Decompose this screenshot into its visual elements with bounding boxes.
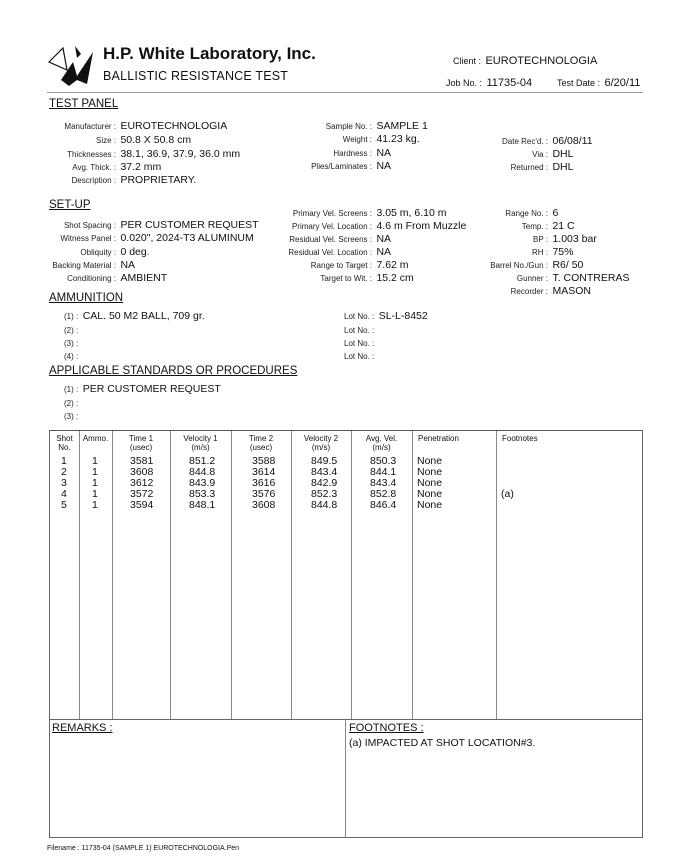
field-label: Primary Vel. Location : [291, 222, 372, 231]
cell-time1: 3594 [130, 499, 154, 511]
field-label: Conditioning : [67, 274, 116, 283]
test-name: BALLISTIC RESISTANCE TEST [103, 69, 289, 83]
cell-avg-vel: 852.8 [370, 488, 397, 500]
ammo-label: (1) : [64, 312, 79, 321]
field-value: NA [120, 259, 136, 271]
cell-velocity2: 852.3 [311, 488, 338, 500]
field-value: 37.2 mm [120, 161, 162, 173]
field-label: Hardness : [333, 149, 372, 158]
job-no-field [446, 73, 532, 91]
cell-shot: 3 [61, 477, 67, 489]
cell-avg-vel: 850.3 [370, 455, 397, 467]
field-label: Range No. : [505, 209, 548, 218]
cell-time2: 3614 [252, 466, 276, 478]
field-value: R6/ 50 [552, 259, 584, 271]
column-header-time1: Time 1 (usec) [128, 434, 154, 452]
cell-velocity1: 851.2 [189, 455, 216, 467]
cell-penetration: None [417, 477, 443, 489]
field-value: AMBIENT [120, 272, 168, 284]
field-target-to-wit [275, 268, 414, 286]
cell-penetration: None [417, 499, 443, 511]
company-logo [47, 40, 97, 88]
field-description [40, 170, 196, 188]
cell-velocity1: 843.9 [189, 477, 216, 489]
field-label: Shot Spacing : [63, 221, 116, 230]
standard-value: PER CUSTOMER REQUEST [82, 383, 221, 395]
field-label: Thicknesses : [67, 150, 116, 159]
field-label: Size : [95, 136, 116, 145]
cell-velocity1: 848.1 [189, 499, 216, 511]
field-label: Primary Vel. Screens : [292, 209, 372, 218]
field-value: 15.2 cm [376, 272, 414, 284]
field-value: NA [376, 233, 392, 245]
cell-time1: 3581 [130, 455, 154, 467]
field-value: 6 [552, 207, 559, 219]
field-value: T. CONTRERAS [552, 272, 630, 284]
cell-footnote: (a) [501, 488, 514, 500]
remarks-title: REMARKS : [52, 722, 113, 734]
test-date-field [557, 73, 640, 91]
cell-time2: 3588 [252, 455, 276, 467]
cell-velocity2: 844.8 [311, 499, 338, 511]
client-value: EUROTECHNOLOGIA [485, 55, 598, 67]
standard-label: (2) : [64, 399, 79, 408]
field-label: Backing Material : [52, 261, 116, 270]
ammo-value: CAL. 50 M2 BALL, 709 gr. [82, 310, 205, 322]
field-value: NA [376, 147, 392, 159]
cell-time2: 3576 [252, 488, 276, 500]
cell-ammo: 1 [92, 488, 98, 500]
field-label: Target to Wit. : [320, 274, 372, 283]
ammo-label: (4) : [64, 352, 79, 361]
field-label: Weight : [342, 135, 372, 144]
field-value: 0.020", 2024-T3 ALUMINUM [120, 232, 254, 244]
field-value: 1.003 bar [552, 233, 597, 245]
company-name: H.P. White Laboratory, Inc. [103, 44, 316, 63]
field-plies [290, 156, 391, 174]
cell-time1: 3612 [130, 477, 154, 489]
test-date-label: Test Date : [557, 78, 601, 88]
field-value: 7.62 m [376, 259, 409, 271]
field-label: Returned : [510, 163, 548, 172]
column-header-penetration: Penetration [418, 434, 459, 443]
field-value: 41.23 kg. [376, 133, 420, 145]
field-value: 21 C [552, 220, 575, 232]
filename: Filename : 11735-04 (SAMPLE 1) EUROTECHNOLOGIA.Pen [47, 845, 240, 852]
ammo-label: (2) : [64, 326, 79, 335]
field-value: PROPRIETARY. [120, 174, 197, 186]
job-no-label: Job No. : [446, 78, 483, 88]
column-header-shot: Shot No. [56, 434, 73, 452]
cell-shot: 1 [61, 455, 67, 467]
field-label: RH : [532, 248, 548, 257]
field-label: Date Rec'd. : [502, 137, 548, 146]
field-conditioning [30, 268, 167, 286]
field-value: DHL [552, 148, 574, 160]
field-label: Residual Vel. Screens : [289, 235, 372, 244]
lot-label: Lot No. : [344, 312, 375, 321]
column-header-time2: Time 2 (usec) [248, 434, 274, 452]
cell-avg-vel: 844.1 [370, 466, 397, 478]
field-label: Manufacturer : [64, 122, 116, 131]
field-value: NA [376, 160, 392, 172]
cell-velocity2: 843.4 [311, 466, 338, 478]
cell-avg-vel: 846.4 [370, 499, 397, 511]
field-label: Recorder : [510, 287, 548, 296]
results-table [49, 430, 643, 720]
field-label: Obliquity : [80, 248, 116, 257]
field-label: Temp. : [521, 222, 548, 231]
column-header-ammo: Ammo. [82, 434, 109, 443]
section-title-setup: SET-UP [49, 199, 91, 211]
field-value: 0 deg. [120, 246, 150, 258]
field-returned [488, 157, 573, 175]
header-divider [47, 92, 643, 93]
cell-velocity2: 842.9 [311, 477, 338, 489]
field-label: BP : [533, 235, 548, 244]
field-value: 3.05 m, 6.10 m [376, 207, 447, 219]
section-title-standards: APPLICABLE STANDARDS OR PROCEDURES [49, 365, 298, 377]
cell-shot: 2 [61, 466, 67, 478]
field-value: 06/08/11 [552, 135, 593, 147]
lot-label: Lot No. : [344, 352, 375, 361]
job-no-value: 11735-04 [486, 77, 533, 89]
cell-penetration: None [417, 488, 443, 500]
table-row [50, 499, 642, 511]
field-value: 75% [552, 246, 574, 258]
field-recorder [478, 281, 591, 299]
lot-label: Lot No. : [344, 326, 375, 335]
cell-time2: 3608 [252, 499, 276, 511]
footnote-item: (a) IMPACTED AT SHOT LOCATION#3. [349, 737, 536, 749]
ammo-item [64, 346, 78, 364]
cell-ammo: 1 [92, 499, 98, 511]
cell-avg-vel: 843.4 [370, 477, 397, 489]
ammo-label: (3) : [64, 339, 79, 348]
field-value: EUROTECHNOLOGIA [120, 120, 228, 132]
client-label: Client : [453, 56, 482, 66]
logo-icon [47, 40, 97, 88]
field-label: Plies/Laminates : [311, 162, 372, 171]
column-header-footnotes: Footnotes [502, 434, 538, 443]
column-header-velocity1: Velocity 1 (m/s) [183, 434, 218, 452]
field-value: NA [376, 246, 392, 258]
client-field [453, 51, 597, 69]
standard-label: (1) : [64, 385, 79, 394]
field-value: 50.8 X 50.8 cm [120, 134, 192, 146]
section-title-ammunition: AMMUNITION [49, 292, 124, 304]
field-label: Avg. Thick. : [72, 163, 116, 172]
field-value: PER CUSTOMER REQUEST [120, 219, 259, 231]
cell-ammo: 1 [92, 477, 98, 489]
cell-ammo: 1 [92, 455, 98, 467]
lot-label: Lot No. : [344, 339, 375, 348]
cell-velocity2: 849.5 [311, 455, 338, 467]
section-title-test-panel: TEST PANEL [49, 98, 119, 110]
field-label: Residual Vel. Location : [288, 248, 372, 257]
field-label: Description : [71, 176, 116, 185]
footnotes-title: FOOTNOTES : [349, 722, 424, 734]
field-label: Witness Panel : [60, 234, 116, 243]
test-date-value: 6/20/11 [604, 77, 641, 89]
cell-time1: 3572 [130, 488, 154, 500]
column-header-avg-vel: Avg. Vel. (m/s) [365, 434, 398, 452]
cell-penetration: None [417, 455, 443, 467]
field-label: Gunner : [516, 274, 548, 283]
field-value: 38.1, 36.9, 37.9, 36.0 mm [120, 148, 241, 160]
standard-item [64, 406, 78, 424]
cell-ammo: 1 [92, 466, 98, 478]
field-value: DHL [552, 161, 574, 173]
cell-shot: 4 [61, 488, 67, 500]
field-label: Range to Target : [310, 261, 372, 270]
cell-time1: 3608 [130, 466, 154, 478]
field-value: SAMPLE 1 [376, 120, 428, 132]
cell-penetration: None [417, 466, 443, 478]
field-label: Via : [532, 150, 548, 159]
standard-label: (3) : [64, 412, 79, 421]
column-header-velocity2: Velocity 2 (m/s) [303, 434, 339, 452]
field-label: Sample No. : [325, 122, 372, 131]
ammo-lot [344, 346, 374, 364]
standard-item [64, 379, 221, 397]
box-divider [345, 720, 346, 837]
cell-velocity1: 844.8 [189, 466, 216, 478]
cell-time2: 3616 [252, 477, 276, 489]
field-label: Barrel No./Gun : [490, 261, 548, 270]
field-value: MASON [552, 285, 591, 297]
cell-velocity1: 853.3 [189, 488, 216, 500]
field-value: 4.6 m From Muzzle [376, 220, 467, 232]
lot-value: SL-L-8452 [378, 310, 428, 322]
cell-shot: 5 [61, 499, 67, 511]
remarks-footnotes-box [49, 720, 643, 838]
ammo-item [64, 306, 205, 324]
